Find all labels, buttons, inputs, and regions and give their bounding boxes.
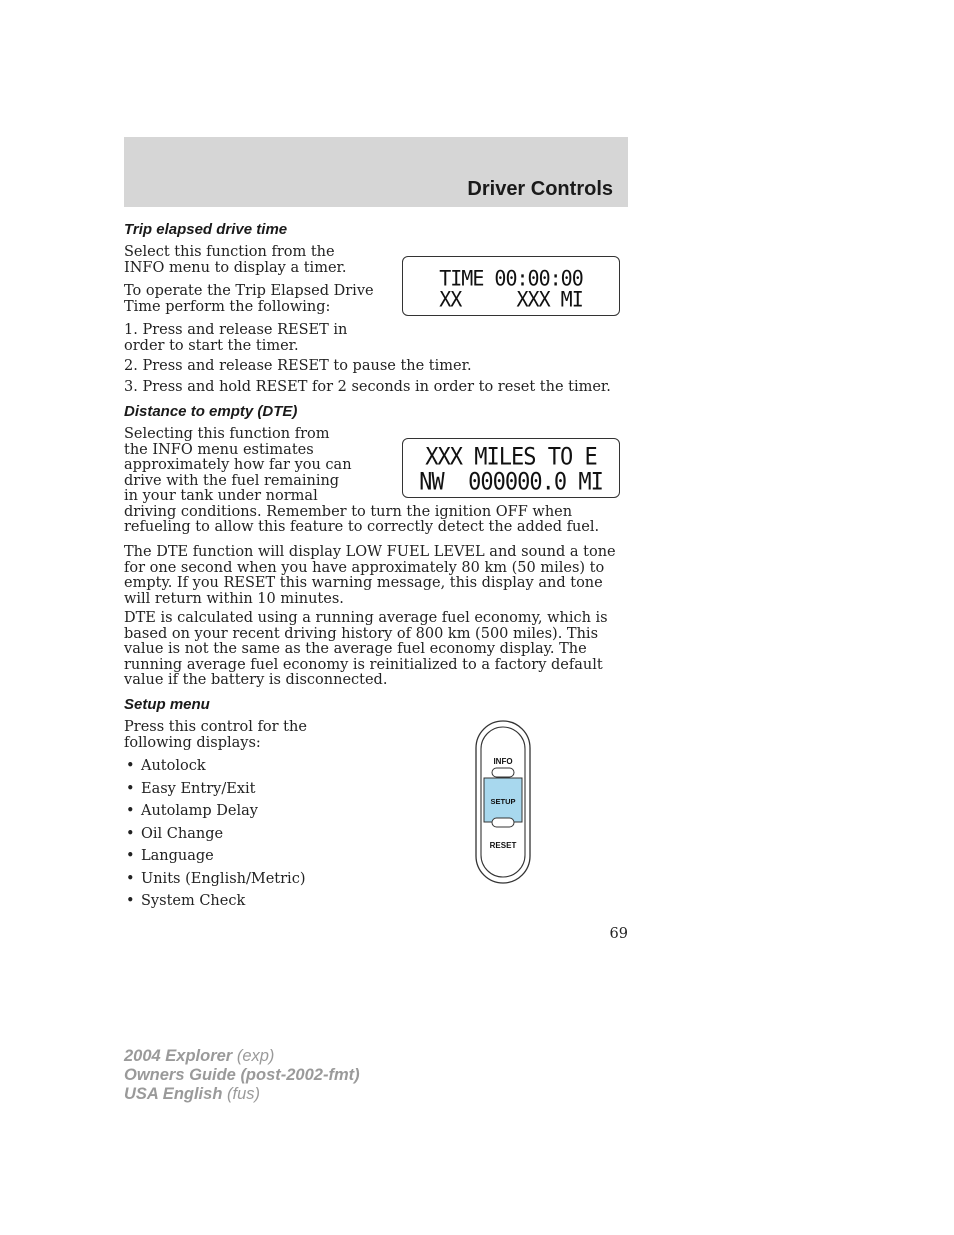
info-setup-reset-control-illustration [470, 718, 536, 886]
trip-heading: Trip elapsed drive time [124, 221, 288, 238]
reset-button-label: RESET [489, 841, 517, 850]
list-item: • Easy Entry/Exit [124, 780, 305, 803]
list-item: • Language [124, 847, 305, 870]
dte-paragraph-1-block [124, 427, 614, 536]
trip-step-2: 2. Press and release RESET to pause the timer. [124, 358, 472, 374]
dte-paragraph-3: DTE is calculated using a running average fuel economy, which is based on your recent driving history of 800 km (500 miles). This value is not the same as the average fuel economy display. The running average fuel economy is reinitialized to a factory default value if the battery is disconnected. [124, 610, 608, 688]
trip-step-1: 1. Press and release RESET in order to start the timer. [124, 322, 348, 354]
setup-list [124, 757, 305, 915]
footer-guide: Owners Guide (post-2002-fmt) [124, 1066, 360, 1084]
footer-language: USA English [124, 1085, 223, 1103]
trip-paragraph-1: Select this function from the INFO menu to display a timer. [124, 244, 347, 276]
section-title: Driver Controls [467, 178, 613, 200]
setup-paragraph: Press this control for the following displays: [124, 719, 307, 751]
footer-model: 2004 Explorer [124, 1047, 233, 1065]
list-item: • Units (English/Metric) [124, 870, 305, 893]
list-item: • Oil Change [124, 825, 305, 848]
dte-paragraph-1-text: Selecting this function from the INFO menu estimates approximately how far you can drive with the fuel remaining in your tank under normal driving conditions. Remember to turn the ignition OFF when refueling to allow this feature to correctly detect the added fuel. [124, 426, 600, 535]
dte-paragraph-2: The DTE function will display LOW FUEL LEVEL and sound a tone for one second when you have approximately 80 km (50 miles) to empty. If you RESET this warning message, this display and tone will return within 10 minutes. [124, 544, 616, 607]
setup-button-label: SETUP [490, 797, 516, 806]
dte-display-line-2: NW 000000.0 MI [419, 469, 603, 496]
footer [124, 1047, 360, 1104]
header-band [124, 137, 628, 207]
trip-display-line-2: XX XXX MI [439, 286, 583, 312]
list-item: • Autolamp Delay [124, 802, 305, 825]
footer-language-code: (fus) [222, 1085, 260, 1103]
dte-display-line-1: XXX MILES TO E [425, 444, 597, 471]
trip-step-3: 3. Press and hold RESET for 2 seconds in order to reset the timer. [124, 379, 611, 395]
trip-timer-display [402, 256, 620, 316]
footer-model-code: (exp) [232, 1047, 275, 1065]
page-number: 69 [609, 926, 628, 942]
setup-heading: Setup menu [124, 696, 210, 713]
trip-paragraph-2: To operate the Trip Elapsed Drive Time perform the following: [124, 283, 374, 315]
list-item: • Autolock [124, 757, 305, 780]
trip-display-line-1: TIME 00:00:00 [439, 265, 583, 291]
info-button-label: INFO [493, 757, 513, 766]
dte-heading: Distance to empty (DTE) [124, 403, 298, 420]
list-item: • System Check [124, 892, 305, 915]
